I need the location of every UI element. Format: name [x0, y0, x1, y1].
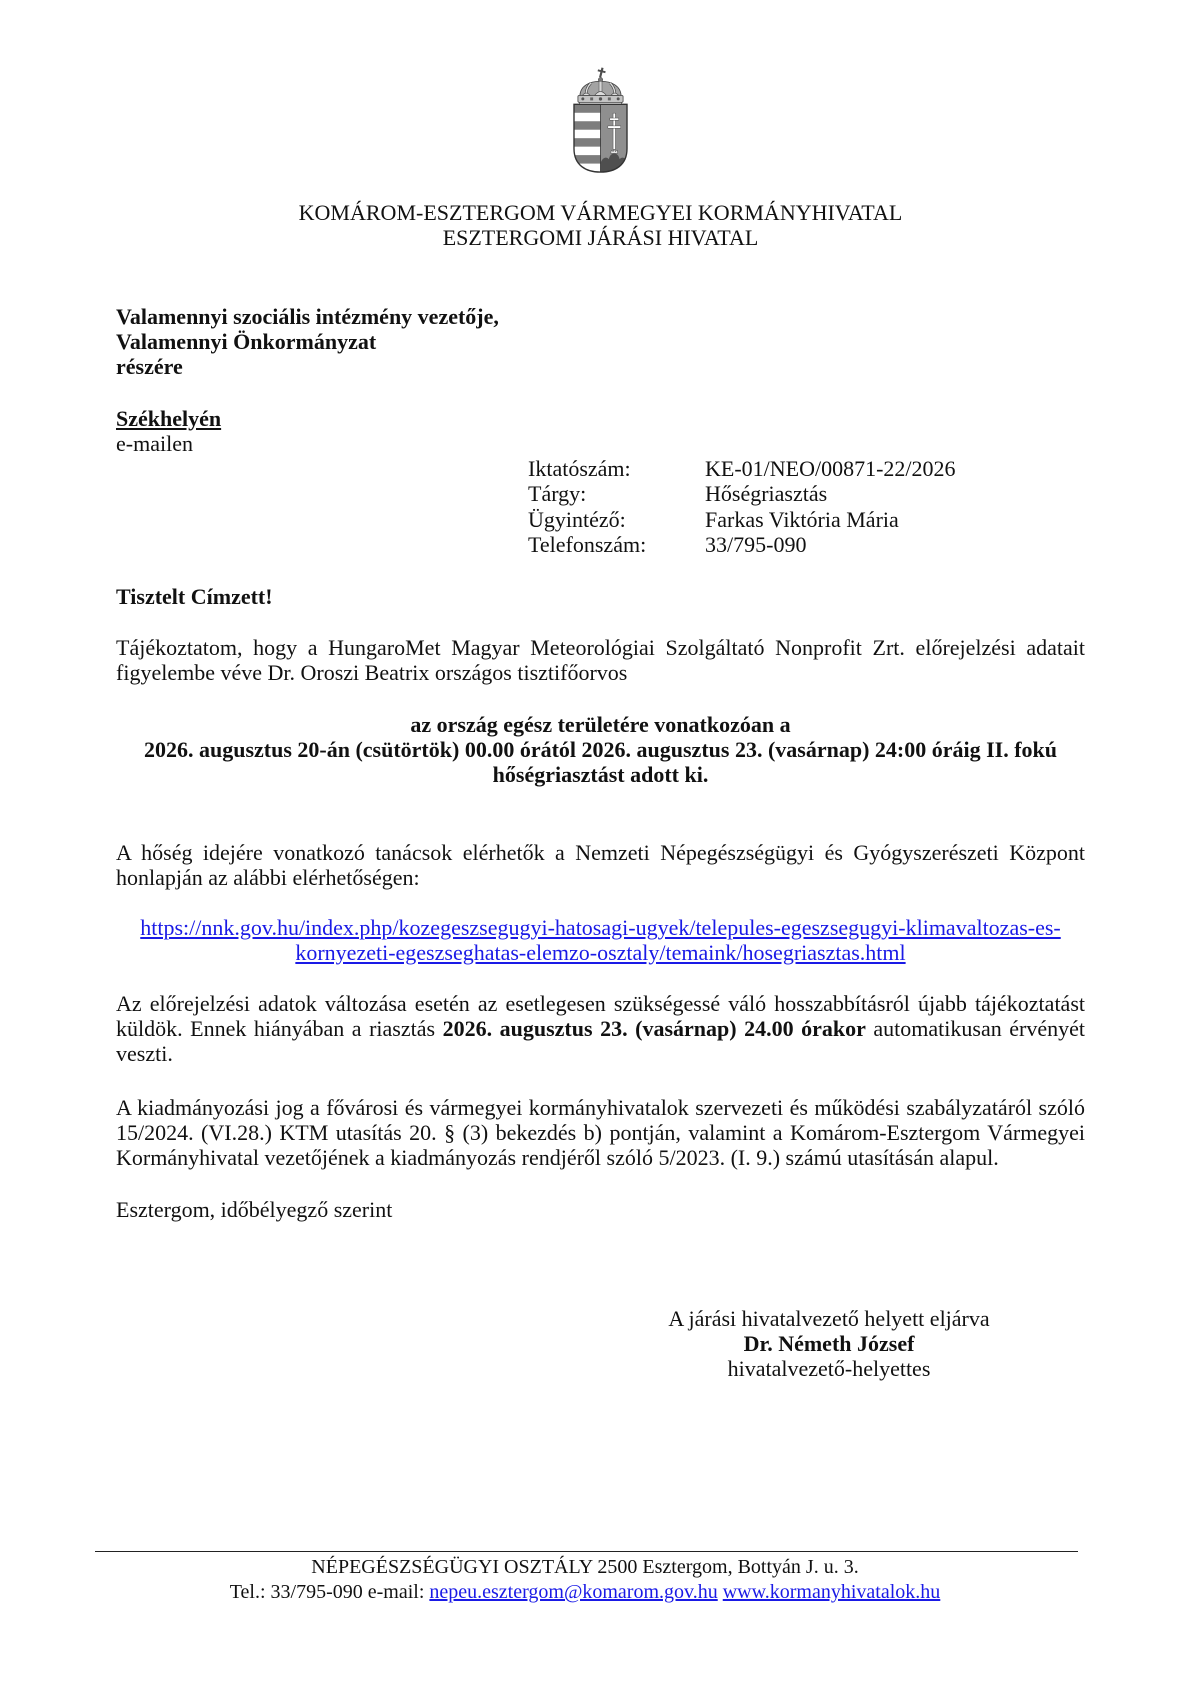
delivery-block — [116, 406, 1085, 457]
announcement-line: hőségriasztást adott ki. — [492, 762, 709, 788]
location-label: Székhelyén — [116, 405, 222, 431]
paragraph-line: figyelembe véve Dr. Oroszi Beatrix országos tisztifőorvos — [116, 659, 628, 685]
paragraph-line: Tájékoztatom, hogy a HungaroMet Magyar Meteorológiai Szolgáltató Nonprofit Zrt. előrejelzési adatait — [116, 634, 1085, 660]
holy-crown — [578, 67, 623, 108]
recipient-line: Valamennyi Önkormányzat — [116, 328, 377, 354]
paragraph-intro — [116, 635, 1085, 686]
paragraph-line: veszti. — [116, 1041, 173, 1067]
footer-divider — [95, 1551, 1078, 1552]
phone-label: Tel.: — [229, 1581, 266, 1603]
link-line[interactable]: kornyezeti-egeszseghatas-elemzo-osztaly/temaink/hosegriasztas.html — [295, 939, 906, 965]
paragraph-line: Kormányhivatal vezetőjének a kiadmányozás rendjéről szóló 5/2023. (I. 9.) számú utasításán alapul. — [116, 1145, 999, 1171]
heat-advice-link[interactable] — [116, 915, 1085, 966]
announcement-line: az ország egész területére vonatkozóan a — [410, 711, 791, 737]
text-segment: küldök. Ennek hiányában a riasztás — [116, 1015, 436, 1041]
coat-of-arms-icon — [571, 67, 630, 175]
signature-block — [629, 1306, 1029, 1382]
place-date: Esztergom, időbélyegző szerint — [116, 1196, 393, 1222]
reference-value: KE-01/NEO/00871-22/2026 — [705, 456, 956, 481]
reference-value: Hőségriasztás — [705, 481, 828, 507]
paragraph-line: 15/2024. (VI.28.) KTM utasítás 20. § (3) bekezdés b) pontján, valamint a Komárom-Esztergom Vármegyei — [116, 1119, 1085, 1145]
paragraph-line — [116, 1016, 1085, 1041]
delivery-method: e-mailen — [116, 430, 193, 456]
email-label: e-mail: — [367, 1581, 425, 1603]
org-name: KOMÁROM-ESZTERGOM VÁRMEGYEI KORMÁNYHIVATAL — [298, 200, 903, 225]
reference-label: Iktatószám: — [528, 456, 631, 481]
email-link[interactable]: nepeu.esztergom@komarom.gov.hu — [429, 1581, 718, 1603]
office-name: ESZTERGOMI JÁRÁSI HIVATAL — [442, 225, 759, 251]
reference-table — [528, 456, 956, 557]
paragraph-authority — [116, 1095, 1085, 1171]
letterhead — [116, 200, 1085, 251]
expiry-datetime: 2026. augusztus 23. (vasárnap) 24.00 órakor — [442, 1015, 866, 1041]
paragraph-advice — [116, 840, 1085, 891]
signatory-title: hivatalvezető-helyettes — [727, 1356, 931, 1382]
recipient-line: Valamennyi szociális intézmény vezetője, — [116, 303, 499, 329]
reference-value: 33/795-090 — [705, 531, 807, 557]
paragraph-line: Az előrejelzési adatok változása esetén az esetlegesen szükségessé váló hosszabbításról újabb tájékoztatást — [116, 990, 1085, 1016]
paragraph-line: A kiadmányozási jog a fővárosi és vármegyei kormányhivatalok szervezeti és működési szabályzatáról szóló — [116, 1094, 1085, 1120]
reference-label: Ügyintéző: — [528, 506, 626, 532]
phone-number: 33/795-090 — [270, 1581, 363, 1603]
signatory-capacity: A járási hivatalvezető helyett eljárva — [668, 1305, 990, 1331]
signatory-name: Dr. Németh József — [743, 1330, 915, 1356]
link-line[interactable]: https://nnk.gov.hu/index.php/kozegeszsegugyi-hatosagi-ugyek/telepules-egeszsegugyi-klimavaltozas-es- — [140, 914, 1061, 940]
reference-label: Telefonszám: — [528, 531, 647, 557]
reference-label: Tárgy: — [528, 481, 587, 507]
text-segment: automatikusan érvényét — [873, 1015, 1085, 1041]
recipient-line: részére — [116, 354, 183, 380]
website-link[interactable]: www.kormanyhivatalok.hu — [722, 1581, 941, 1603]
reference-value: Farkas Viktória Mária — [705, 506, 899, 532]
recipient-block — [116, 304, 1085, 380]
announcement-line: 2026. augusztus 20-án (csütörtök) 00.00 órától 2026. augusztus 23. (vasárnap) 24:00 óráig II. fokú — [143, 736, 1058, 762]
paragraph-line: honlapján az alábbi elérhetőségen: — [116, 864, 420, 890]
advice-link-block — [116, 915, 1085, 966]
footer-address: NÉPEGÉSZSÉGÜGYI OSZTÁLY 2500 Esztergom, Bottyán J. u. 3. — [311, 1556, 859, 1578]
footer-contact — [95, 1580, 1075, 1605]
salutation: Tisztelt Címzett! — [116, 583, 273, 609]
alert-announcement — [116, 712, 1085, 788]
paragraph-line: A hőség idejére vonatkozó tanácsok elérhetők a Nemzeti Népegészségügyi és Gyógyszerészeti Központ — [116, 839, 1085, 865]
paragraph-extension — [116, 991, 1085, 1067]
footer — [95, 1555, 1075, 1605]
